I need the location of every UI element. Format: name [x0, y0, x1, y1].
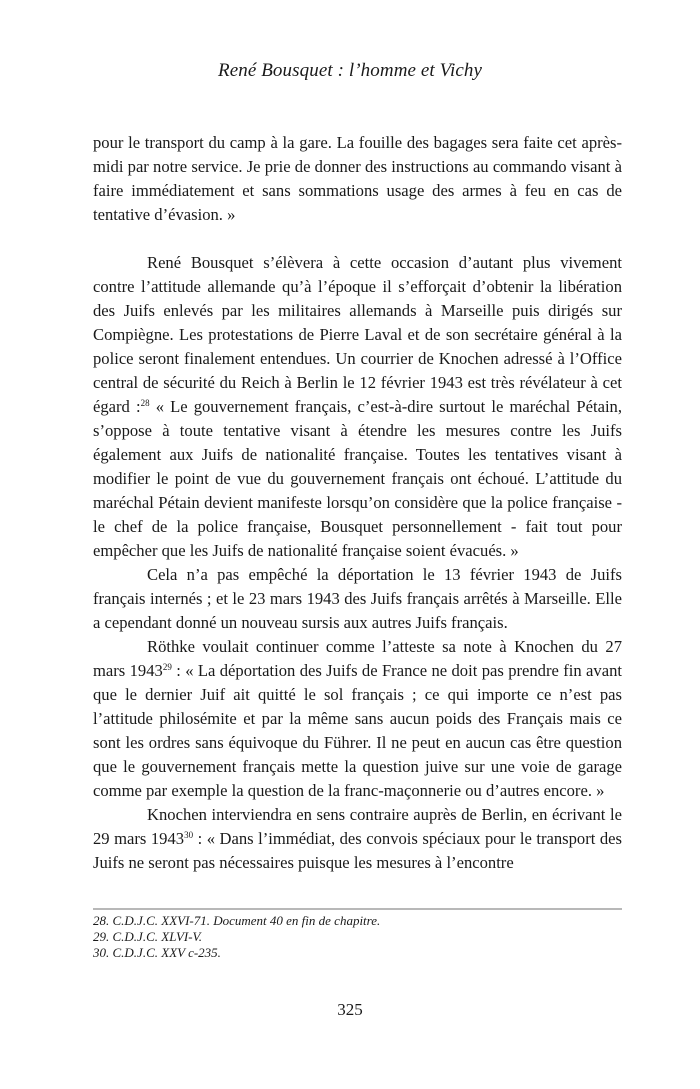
paragraph-2-text-a: René Bousquet s’élèvera à cette occasion d’autant plus vivement contre l’attitude allemande qu’à l’époque il s’efforçait d’obtenir la libération des Juifs enlevés par les militaires allemands à Marseille puis dirigés sur Compiègne. Les protestations de Pierre Laval et de son secrétaire général à la police seront finalement entendues. Un courrier de Knochen adressé à l’Office central de sécurité du Reich à Berlin le 12 février 1943 est très révélateur à cet égard :: [93, 253, 622, 416]
footnote-30: 30. C.D.J.C. XXV c-235.: [93, 945, 221, 960]
footnote-ref-30[interactable]: 30: [184, 830, 194, 840]
paragraph-5-text-b: : « Dans l’immédiat, des convois spéciaux pour le transport des Juifs ne seront pas nécessaires puisque les mesures à l’encontre: [93, 829, 622, 872]
paragraph-1: pour le transport du camp à la gare. La fouille des bagages sera faite cet après-midi par notre service. Je prie de donner des instructions au commando visant à faire immédiatement et sans sommations usage des armes à feu en cas de tentative d’évasion. »: [93, 133, 622, 224]
paragraph-2-text-b: « Le gouvernement français, c’est-à-dire surtout le maréchal Pétain, s’oppose à toute tentative visant à étendre les mesures contre les Juifs également aux Juifs de nationalité française. Toutes les tentatives visant à modifier le point de vue du gouvernement français ont échoué. L’attitude du maréchal Pétain devient manifeste lorsqu’on considère que la police française - le chef de la police française, Bousquet personnellement - fait tout pour empêcher que les Juifs de nationalité française soient évacués. »: [93, 397, 623, 560]
running-head-title: René Bousquet : l’homme et Vichy: [218, 60, 482, 81]
paragraph-4-text-b: : « La déportation des Juifs de France ne doit pas prendre fin avant que le dernier Juif ait quitté le sol français ; ce qui importe ce n’est pas l’attitude philosémite et par la même sans aucun poids des Français mais ce sont les ordres sans équivoque du Führer. Il ne peut en aucun cas être question que le gouvernement français mette la question juive sur une voie de garage comme par exemple la question de la franc-maçonnerie ou d’autres encore. »: [93, 661, 622, 800]
paragraph-4-text-a: Röthke voulait continuer comme l’atteste sa note à Knochen du 27 mars 1943: [93, 637, 622, 680]
paragraph-5: [93, 803, 622, 875]
footnote-ref-29[interactable]: 29: [162, 662, 172, 672]
page-number: 325: [337, 1000, 363, 1019]
body-text: [93, 131, 622, 875]
footnote-divider: [93, 908, 622, 910]
paragraph-5-text-a: Knochen interviendra en sens contraire auprès de Berlin, en écrivant le 29 mars 1943: [93, 805, 622, 848]
paragraph-3: Cela n’a pas empêché la déportation le 13 février 1943 de Juifs français internés ; et le 23 mars 1943 des Juifs français arrêtés à Marseille. Elle a cependant donné un nouveau sursis aux autres Juifs français.: [93, 565, 622, 632]
footnote-28: 28. C.D.J.C. XXVI-71. Document 40 en fin de chapitre.: [93, 913, 381, 928]
footnote-ref-28[interactable]: 28: [140, 398, 150, 408]
footnotes: [93, 913, 622, 961]
paragraph-4: [93, 635, 622, 803]
paragraph-2: [93, 251, 622, 563]
footnote-29: 29. C.D.J.C. XLVI-V.: [93, 929, 203, 944]
